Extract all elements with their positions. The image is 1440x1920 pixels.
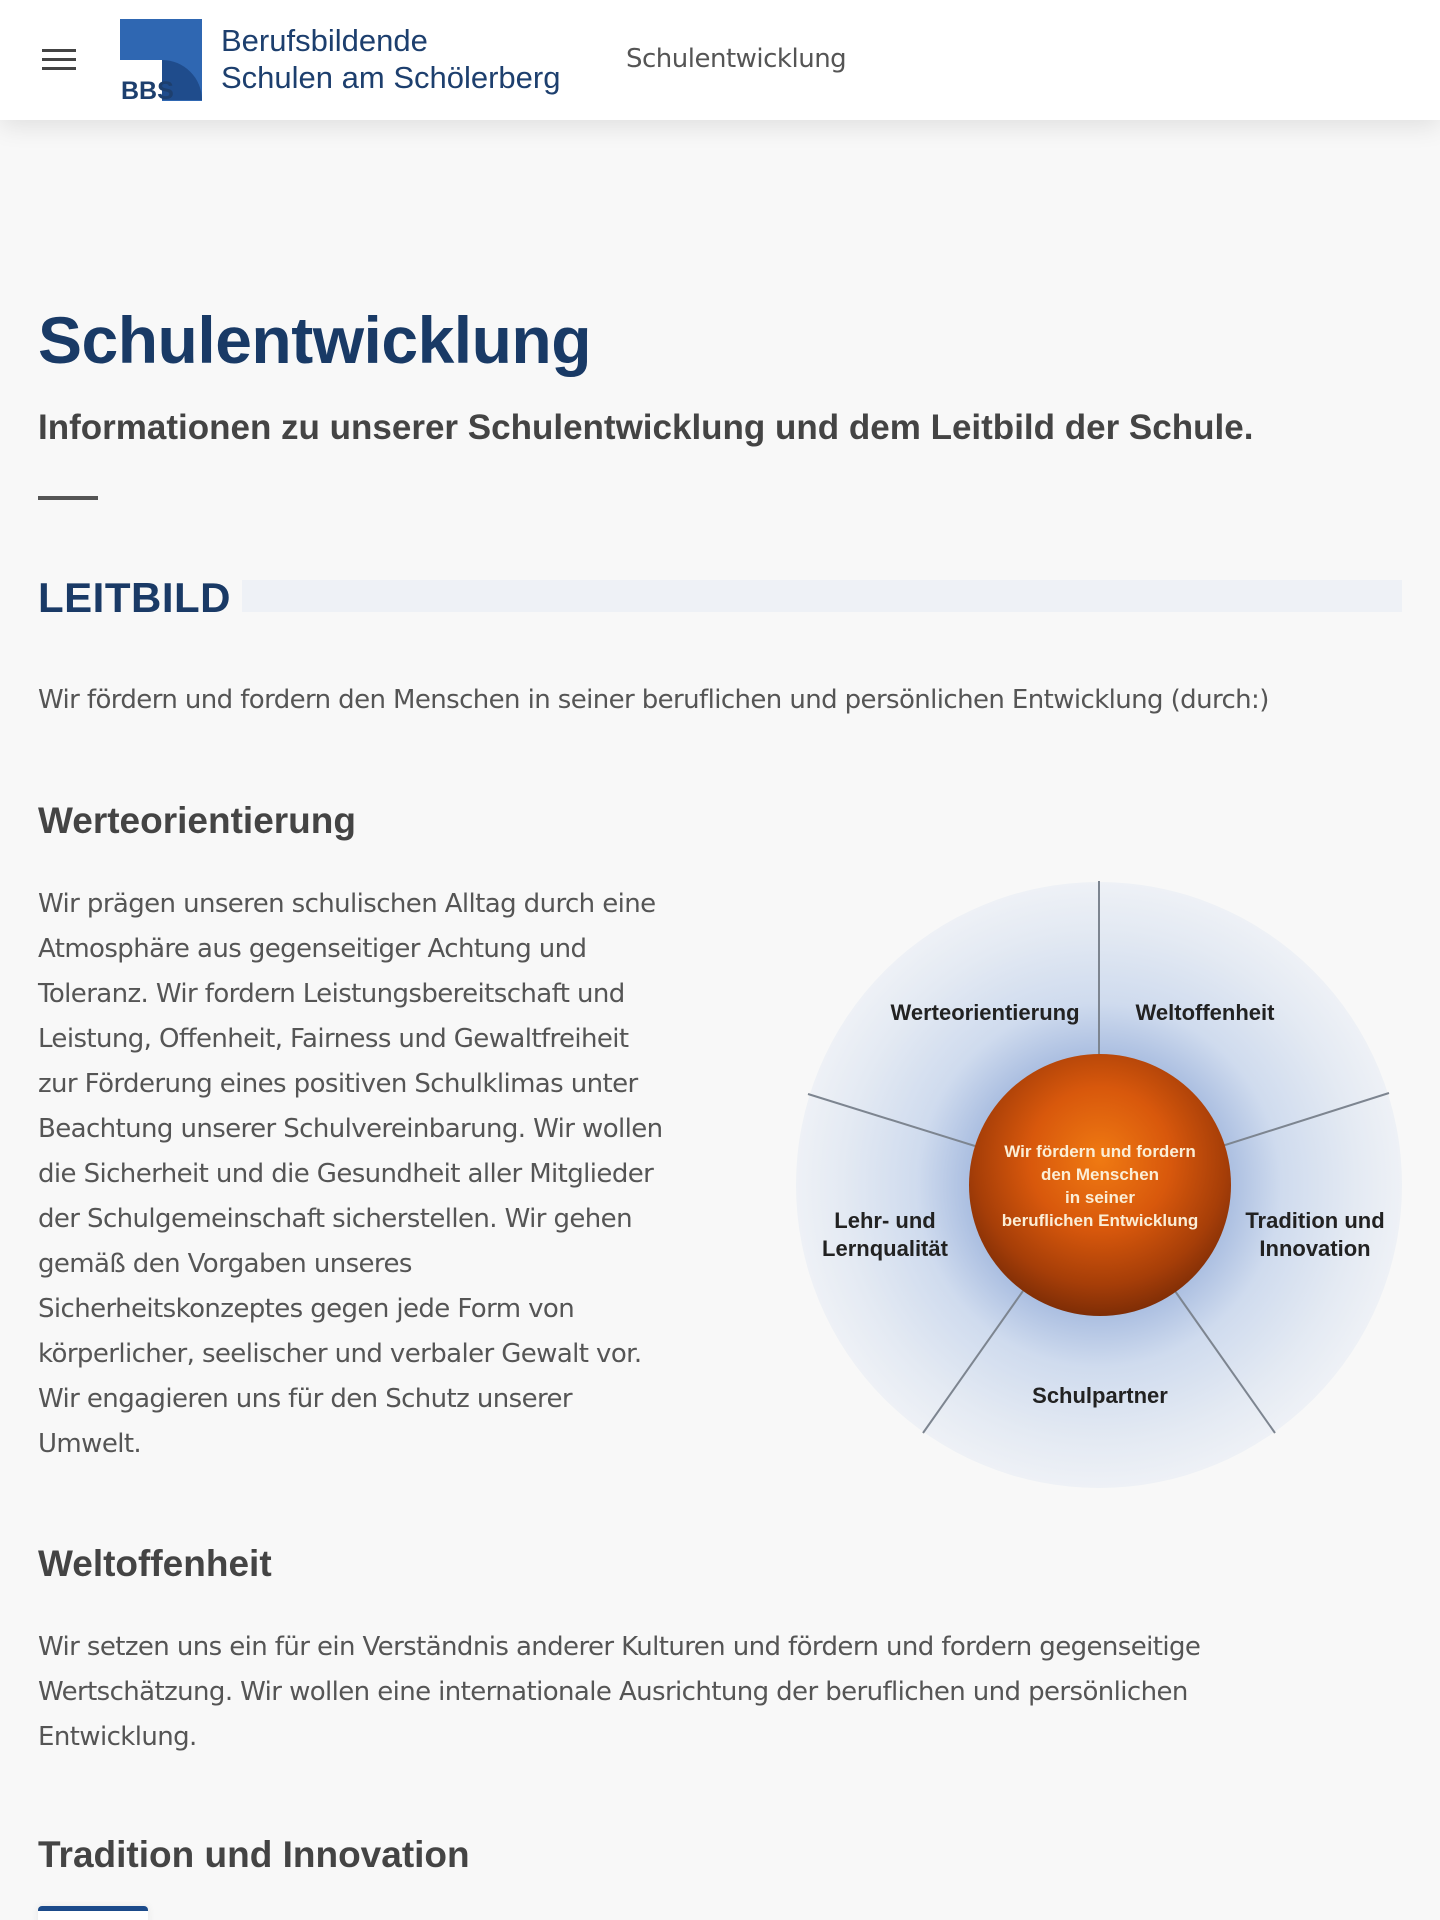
text-line: Toleranz. Wir fordern Leistungsbereitschaft und <box>38 979 625 1009</box>
center-line: Wir fördern und fordern <box>1004 1142 1196 1161</box>
center-line: den Menschen <box>1040 1165 1160 1184</box>
center-line: beruflichen Entwicklung <box>1001 1211 1199 1230</box>
text-line: Wir setzen uns ein für ein Verständnis anderer Kulturen und fördern und fordern gegenseitige <box>38 1632 1201 1662</box>
content-card-partial <box>38 1906 148 1920</box>
hamburger-menu-icon[interactable] <box>42 49 78 73</box>
text-line: die Sicherheit und die Gesundheit aller Mitglieder <box>38 1159 654 1189</box>
logo-wordmark <box>221 22 560 96</box>
label-line: Tradition und <box>1245 1208 1385 1233</box>
diagram-center-text <box>965 1140 1235 1232</box>
menu-bar <box>42 49 76 52</box>
text-line: Atmosphäre aus gegenseitiger Achtung und <box>38 934 587 964</box>
diagram-label-lehr-lernqualitaet <box>810 1207 960 1263</box>
text-line: Leistung, Offenheit, Fairness und Gewaltfreiheit <box>38 1024 629 1054</box>
text-line: Beachtung unserer Schulvereinbarung. Wir wollen <box>38 1114 663 1144</box>
text-line: Umwelt. <box>38 1429 142 1459</box>
label-line: Lernqualität <box>822 1236 948 1261</box>
text-line: Wir engagieren uns für den Schutz unserer <box>38 1384 572 1414</box>
text-line: Wir prägen unseren schulischen Alltag durch eine <box>38 889 656 919</box>
page-title: Schulentwicklung <box>38 303 592 377</box>
logo-mark-text: BBS <box>121 77 174 101</box>
center-line: in seiner <box>1065 1188 1135 1207</box>
subheading-werteorientierung: Werteorientierung <box>38 800 356 841</box>
leitbild-diagram <box>795 881 1405 1491</box>
section-heading-bar <box>242 580 1402 612</box>
text-line: Entwicklung. <box>38 1722 197 1752</box>
title-divider <box>38 496 98 500</box>
diagram-label-tradition-innovation <box>1230 1207 1400 1263</box>
logo-home-link[interactable] <box>120 18 600 102</box>
text-line: Wertschätzung. Wir wollen eine internationale Ausrichtung der beruflichen und persönlichen <box>38 1677 1188 1707</box>
bbs-logo-icon <box>120 19 202 101</box>
paragraph-weltoffenheit <box>38 1625 1200 1760</box>
diagram-label-weltoffenheit: Weltoffenheit <box>1135 1000 1275 1025</box>
site-header <box>0 0 1440 120</box>
text-line: der Schulgemeinschaft sicherstellen. Wir gehen <box>38 1204 632 1234</box>
text-line: zur Förderung eines positiven Schulklimas unter <box>38 1069 638 1099</box>
text-line: körperlicher, seelischer und verbaler Gewalt vor. <box>38 1339 642 1369</box>
menu-bar <box>42 67 76 70</box>
subheading-tradition-innovation: Tradition und Innovation <box>38 1834 470 1875</box>
leitbild-intro: Wir fördern und fordern den Menschen in seiner beruflichen und persönlichen Entwicklung (durch:) <box>38 685 1269 715</box>
paragraph-werteorientierung <box>38 882 663 1467</box>
header-breadcrumb[interactable]: Schulentwicklung <box>626 44 847 74</box>
text-line: gemäß den Vorgaben unseres <box>38 1249 412 1279</box>
section-heading-leitbild: LEITBILD <box>38 574 231 621</box>
subheading-weltoffenheit: Weltoffenheit <box>38 1543 272 1584</box>
diagram-label-werteorientierung: Werteorientierung <box>890 1000 1080 1025</box>
menu-bar <box>42 58 76 61</box>
text-line: Sicherheitskonzeptes gegen jede Form von <box>38 1294 575 1324</box>
page-subtitle: Informationen zu unserer Schulentwicklung und dem Leitbild der Schule. <box>38 408 1254 447</box>
logo-line-1: Berufsbildende <box>221 23 428 58</box>
logo-line-2: Schulen am Schölerberg <box>221 60 561 95</box>
diagram-label-schulpartner: Schulpartner <box>1032 1383 1168 1408</box>
label-line: Lehr- und <box>834 1208 936 1233</box>
label-line: Innovation <box>1259 1236 1371 1261</box>
